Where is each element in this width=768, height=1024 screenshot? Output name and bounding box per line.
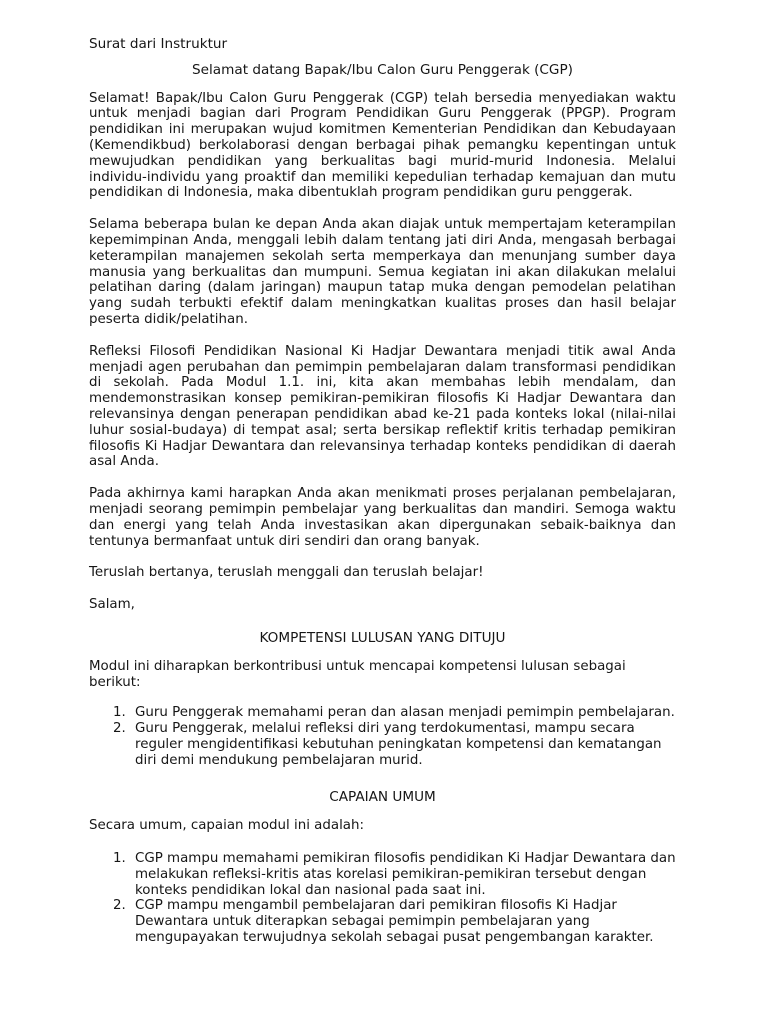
- achievement-list: [89, 851, 676, 946]
- list-item-number: 2.: [113, 898, 126, 914]
- list-item-number: 1.: [113, 851, 126, 867]
- list-item-text: Guru Penggerak, melalui refleksi diri yang terdokumentasi, mampu secara reguler mengidentifikasi kebutuhan peningkatan kompetensi dan kematangan diri demi mendukung pembelajaran murid.: [135, 721, 662, 768]
- competency-list: [89, 705, 676, 768]
- salutation: Salam,: [89, 597, 135, 613]
- paragraph-module: Refleksi Filosofi Pendidikan Nasional Ki Hadjar Dewantara menjadi titik awal Anda menjadi agen perubahan dan pemimpin pembelajaran dalam transformasi pendidikan di sekolah. Pada Modul 1.1. ini, kita akan membahas lebih mendalam, dan mendemonstrasikan konsep pemikiran-pemikiran filosofis Ki Hadjar Dewantara dan relevansinya dengan penerapan pendidikan abad ke-21 pada konteks lokal (nilai-nilai luhur sosial-budaya) di tempat asal; serta bersikap reflektif kritis terhadap pemikiran filosofis Ki Hadjar Dewantara dan relevansinya terhadap konteks pendidikan di daerah asal Anda.: [89, 343, 676, 470]
- list-item-number: 2.: [113, 721, 126, 737]
- list-item-text: CGP mampu memahami pemikiran filosofis pendidikan Ki Hadjar Dewantara dan melakukan refleksi-kritis atas korelasi pemikiran-pemikiran tersebut dengan konteks pendidikan lokal dan nasional pada saat ini.: [135, 851, 676, 898]
- list-item-number: 1.: [113, 705, 126, 721]
- section-intro-general-achievement: Secara umum, capaian modul ini adalah:: [89, 818, 365, 834]
- paragraph-hope: Pada akhirnya kami harapkan Anda akan menikmati proses perjalanan pembelajaran, menjadi seorang pemimpin pembelajar yang berkualitas dan mandiri. Semoga waktu dan energi yang telah Anda investasikan akan dipergunakan sebaik-baiknya dan tentunya bermanfaat untuk diri sendiri dan orang banyak.: [89, 486, 676, 549]
- section-heading-competency: KOMPETENSI LULUSAN YANG DITUJU: [259, 629, 506, 646]
- paragraph-intro: Selamat! Bapak/Ibu Calon Guru Penggerak (CGP) telah bersedia menyediakan waktu untuk menjadi bagian dari Program Pendidikan Guru Penggerak (PPGP). Program pendidikan ini merupakan wujud komitmen Kementerian Pendidikan dan Kebudayaan (Kemendikbud) berkolaborasi dengan berbagai pihak pemangku kepentingan untuk mewujudkan pendidikan yang berkualitas bagi murid-murid Indonesia. Melalui individu-individu yang proaktif dan memiliki kepedulian terhadap kemajuan dan mutu pendidikan di Indonesia, maka dibentuklah program pendidikan guru penggerak.: [89, 90, 676, 201]
- letter-label: Surat dari Instruktur: [89, 36, 228, 52]
- closing-line: Teruslah bertanya, teruslah menggali dan teruslah belajar!: [89, 565, 484, 581]
- list-item-text: Guru Penggerak memahami peran dan alasan menjadi pemimpin pembelajaran.: [135, 705, 675, 721]
- page-title: Selamat datang Bapak/Ibu Calon Guru Penggerak (CGP): [192, 61, 573, 78]
- list-item: [113, 705, 676, 721]
- list-item-text: CGP mampu mengambil pembelajaran dari pemikiran filosofis Ki Hadjar Dewantara untuk diterapkan sebagai pemimpin pembelajaran yang mengupayakan terwujudnya sekolah sebagai pusat pengembangan karakter.: [135, 898, 654, 946]
- section-intro-competency: Modul ini diharapkan berkontribusi untuk mencapai kompetensi lulusan sebagai berikut:: [89, 658, 626, 690]
- list-item: [113, 721, 676, 768]
- list-item: [113, 898, 676, 946]
- paragraph-activities: Selama beberapa bulan ke depan Anda akan diajak untuk mempertajam keterampilan kepemimpinan Anda, menggali lebih dalam tentang jati diri Anda, mengasah berbagai keterampilan manajemen sekolah serta memperkaya dan menunjang sumber daya manusia yang berkualitas dan mumpuni. Semua kegiatan ini akan dilakukan melalui pelatihan daring (dalam jaringan) maupun tatap muka dengan pemodelan pelatihan yang sudah terbukti efektif dalam meningkatkan kualitas proses dan hasil belajar peserta didik/pelatihan.: [89, 217, 676, 327]
- section-heading-general-achievement: CAPAIAN UMUM: [329, 789, 436, 806]
- list-item: [113, 851, 676, 898]
- document-page: [89, 37, 676, 946]
